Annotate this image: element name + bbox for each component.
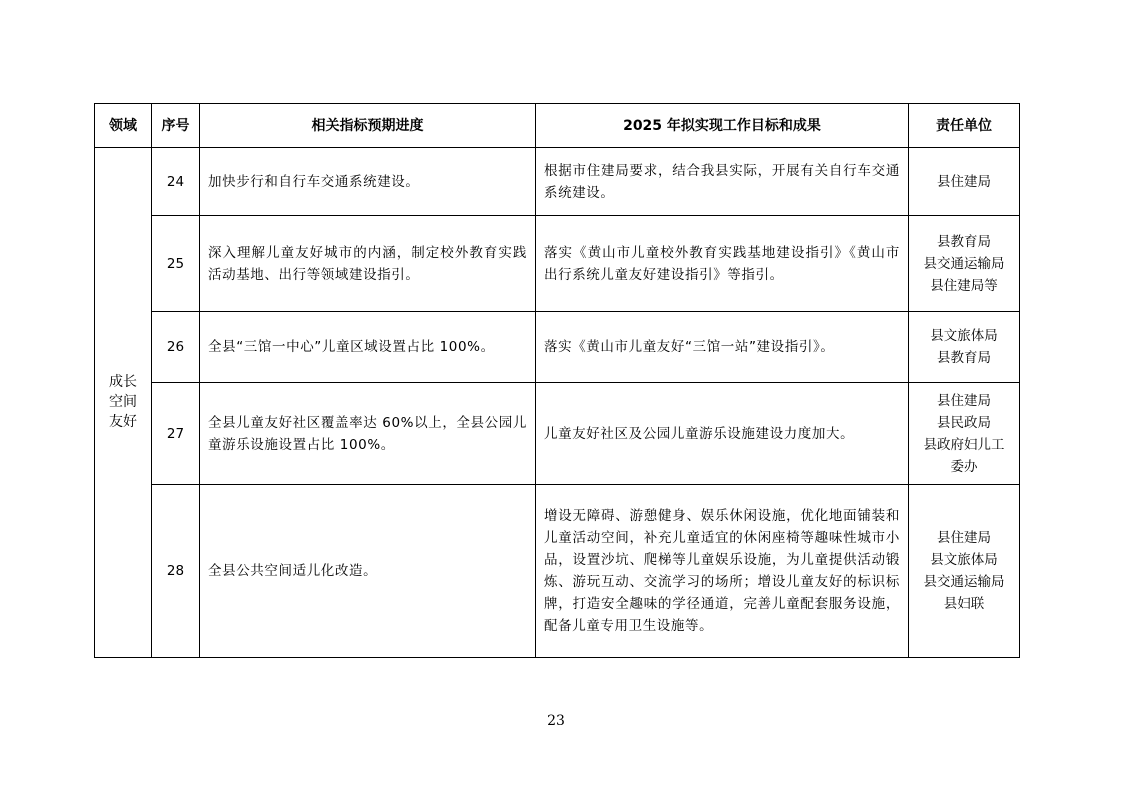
unit-line: 县政府妇儿工: [923, 436, 1005, 453]
unit-cell: [909, 485, 1020, 658]
indicator-cell: 全县“三馆一中心”儿童区域设置占比 100%。: [200, 312, 536, 383]
goal-cell: 落实《黄山市儿童校外教育实践基地建设指引》《黄山市出行系统儿童友好建设指引》等指引。: [536, 216, 909, 312]
seq-cell: 27: [152, 383, 200, 485]
indicator-cell: 加快步行和自行车交通系统建设。: [200, 148, 536, 216]
unit-line: 县住建局等: [930, 277, 998, 294]
header-domain: 领域: [95, 104, 152, 148]
unit-cell: [909, 383, 1020, 485]
unit-line: 县住建局: [937, 530, 991, 546]
table-header-row: [95, 104, 1020, 148]
goal-cell: 儿童友好社区及公园儿童游乐设施建设力度加大。: [536, 383, 909, 485]
goal-cell: 增设无障碍、游憩健身、娱乐休闲设施，优化地面铺装和儿童活动空间，补充儿童适宜的休闲座椅等趣味性城市小品，设置沙坑、爬梯等儿童娱乐设施，为儿童提供活动锻炼、游玩互动、交流学习的场所；增设儿童友好的标识标牌，打造安全趣味的学径通道，完善儿童配套服务设施，配备儿童专用卫生设施等。: [536, 485, 909, 658]
seq-cell: 28: [152, 485, 200, 658]
seq-cell: 24: [152, 148, 200, 216]
table-row: [95, 383, 1020, 485]
goal-cell: 落实《黄山市儿童友好“三馆一站”建设指引》。: [536, 312, 909, 383]
unit-line: 委办: [950, 458, 978, 475]
unit-line: 县交通运输局: [923, 574, 1005, 590]
seq-cell: 25: [152, 216, 200, 312]
table-row: [95, 216, 1020, 312]
unit-cell: [909, 148, 1020, 216]
indicator-cell: 全县儿童友好社区覆盖率达 60%以上，全县公园儿童游乐设施设置占比 100%。: [200, 383, 536, 485]
header-unit: 责任单位: [909, 104, 1020, 148]
unit-line: 县妇联: [943, 596, 985, 612]
seq-cell: 26: [152, 312, 200, 383]
unit-line: 县住建局: [937, 392, 991, 409]
unit-line: 县文旅体局: [930, 328, 998, 344]
indicator-cell: 深入理解儿童友好城市的内涵，制定校外教育实践活动基地、出行等领域建设指引。: [200, 216, 536, 312]
header-indicator: 相关指标预期进度: [200, 104, 536, 148]
domain-cell: [95, 148, 152, 658]
table-row: [95, 312, 1020, 383]
header-goal: 2025 年拟实现工作目标和成果: [536, 104, 909, 148]
page-number: 23: [547, 713, 565, 729]
unit-line: 县交通运输局: [923, 255, 1005, 272]
unit-line: 县教育局: [937, 350, 991, 366]
unit-cell: [909, 312, 1020, 383]
unit-line: 县民政局: [937, 414, 991, 431]
unit-line: 县教育局: [937, 233, 991, 250]
header-seq: 序号: [152, 104, 200, 148]
table-row: [95, 148, 1020, 216]
goal-cell: 根据市住建局要求，结合我县实际，开展有关自行车交通系统建设。: [536, 148, 909, 216]
indicator-cell: 全县公共空间适儿化改造。: [200, 485, 536, 658]
unit-cell: [909, 216, 1020, 312]
domain-label: 成长空间友好: [109, 374, 137, 430]
table-row: [95, 485, 1020, 658]
unit-line: 县住建局: [937, 173, 991, 190]
document-table: [94, 103, 1020, 658]
unit-line: 县文旅体局: [930, 552, 998, 568]
